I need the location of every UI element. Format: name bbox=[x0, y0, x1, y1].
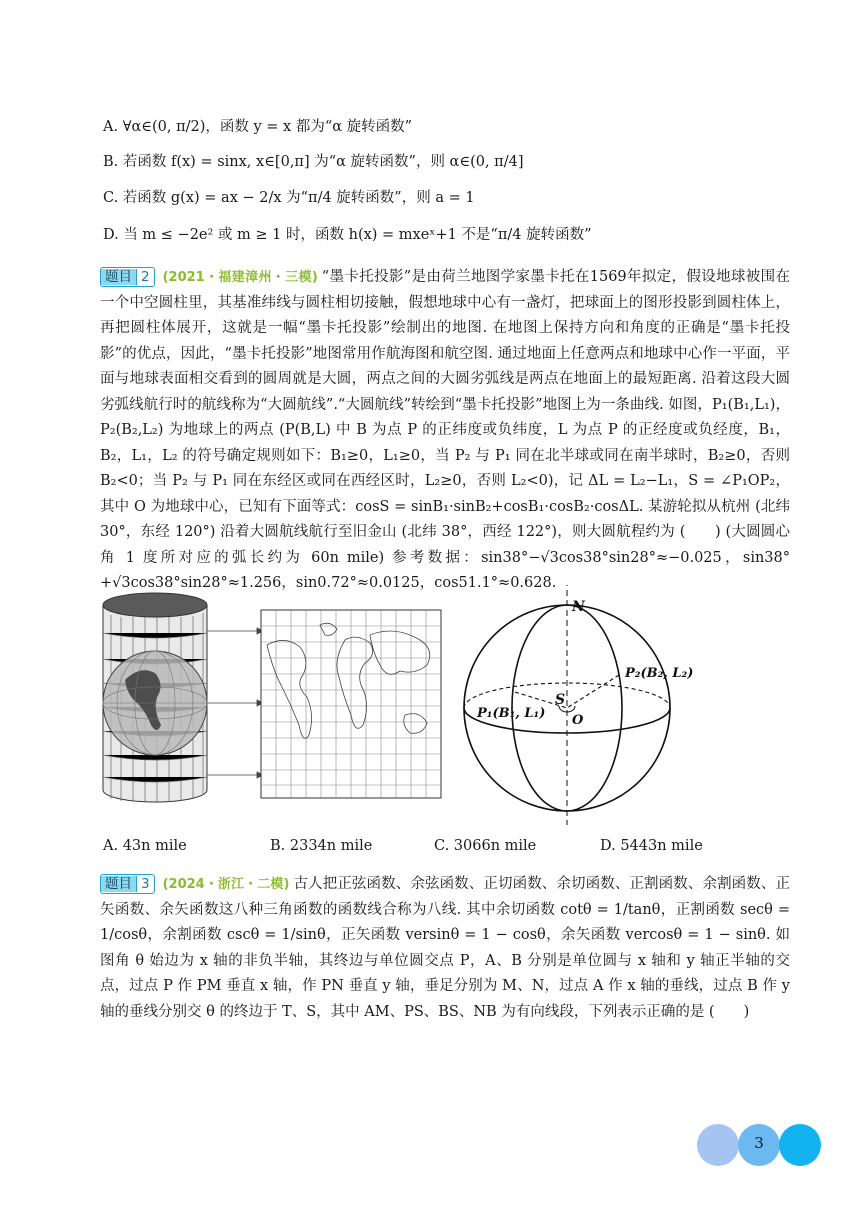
q1-option-d: D. 当 m ≤ −2e² 或 m ≥ 1 时，函数 h(x) = mxeˣ+1 不是“π/4 旋转函数” bbox=[103, 227, 592, 243]
badge-circle-right bbox=[779, 1124, 821, 1166]
label-s: S bbox=[555, 692, 566, 708]
q1-option-c: C. 若函数 g(x) = ax − 2/x 为“π/4 旋转函数”，则 a = 1 bbox=[103, 190, 475, 206]
label-p2: P₂(B₂, L₂) bbox=[625, 666, 694, 681]
mercator-figure bbox=[95, 585, 815, 830]
question-2 bbox=[100, 265, 790, 597]
q1-option-b: B. 若函数 f(x) = sinx, x∈[0,π] 为“α 旋转函数”，则 α∈(0, π/4] bbox=[103, 154, 524, 170]
question-source: (2021・福建漳州・三模) bbox=[162, 270, 318, 285]
q2-option-d: D. 5443n mile bbox=[600, 838, 703, 854]
question-text: “墨卡托投影”是由荷兰地图学家墨卡托在1569年拟定，假设地球被围在一个中空圆柱里，其基准纬线与圆柱相切接触，假想地球中心有一盏灯，把球面上的图形投影到圆柱体上，再把圆柱体展开，这就是一幅“墨卡托投影”绘制出的地图. 在地图上保持方向和角度的正确是“墨卡托投影”的优点，因此，“墨卡托投影”地图常用作航海图和航空图. 通过地面上任意两点和地球中心作一平面，平面与地球表面相交看到的圆周就是大圆，两点之间的大圆劣弧线是两点在地面上的最短距离. 沿着这段大圆劣弧线航行时的航线称为“大圆航线”.“大圆航线”转绘到“墨卡托投影”地图上为一条曲线. 如图，P₁(B₁,L₁)，P₂(B₂,L₂) 为地球上的两点 (P(B,L) 中 B 为点 P 的正纬度或负纬度，L 为点 P 的正经度或负经度，B₁，B₂，L₁，L₂ 的符号确定规则如下：B₁≥0，L₁≥0，当 P₂ 与 P₁ 同在北半球或同在南半球时，B₂≥0，否则 B₂<0；当 P₂ 与 P₁ 同在东经区或同在西经区时，L₂≥0，否则 L₂<0)，记 ΔL = L₂−L₁，S = ∠P₁OP₂，其中 O 为地球中心，已知有下面等式：cosS = sinB₁·sinB₂+cosB₁·cosB₂·cosΔL. 某游轮拟从杭州 (北纬 30°，东经 120°) 沿着大圆航线航行至旧金山 (北纬 38°，西经 122°)，则大圆航程约为 ( ) (大圆圆心角 1 度所对应的弧长约为 60n mile) 参考数据：sin38°−√3cos38°sin28°≈−0.025，sin38°+√3cos38°sin28°≈1.256，sin0.72°≈0.0125，cos51.1°≈0.628. bbox=[100, 269, 790, 591]
question-source: (2024・浙江・二模) bbox=[162, 877, 290, 892]
q2-option-a: A. 43n mile bbox=[103, 838, 187, 854]
badge-circle-left bbox=[697, 1124, 739, 1166]
question-text: 古人把正弦函数、余弦函数、正切函数、余切函数、正割函数、余割函数、正矢函数、余矢函数这八种三角函数的函数线合称为八线. 其中余切函数 cotθ = 1/tanθ，正割函数 secθ = 1/cosθ，余割函数 cscθ = 1/sinθ，正矢函数 versinθ = 1 − cosθ，余矢函数 vercosθ = 1 − sinθ. 如图角 θ 始边为 x 轴的非负半轴，其终边与单位圆交点 P，A、B 分别是单位圆与 x 轴和 y 轴正半轴的交点，过点 P 作 PM 垂直 x 轴，作 PN 垂直 y 轴，垂足分别为 M、N，过点 A 作 x 轴的垂线，过点 B 作 y 轴的垂线分别交 θ 的终边于 T、S，其中 AM、PS、BS、NB 为有向线段，下列表示正确的是 ( ) bbox=[100, 876, 790, 1020]
great-circle-sphere bbox=[464, 585, 670, 825]
label-n: N bbox=[572, 599, 585, 615]
page-number: 3 bbox=[754, 1134, 764, 1152]
label-o: O bbox=[572, 713, 584, 728]
cylinder-globe-illustration bbox=[103, 593, 207, 802]
question-tag: 题目 2 bbox=[100, 267, 155, 287]
q2-option-b: B. 2334n mile bbox=[270, 838, 373, 854]
q2-options bbox=[0, 838, 868, 860]
q1-option-a: A. ∀α∈(0, π/2)，函数 y = x 都为“α 旋转函数” bbox=[103, 119, 413, 135]
mercator-map bbox=[261, 610, 441, 798]
label-p1: P₁(B₁, L₁) bbox=[477, 706, 546, 721]
projection-arrows bbox=[207, 628, 263, 778]
q2-option-c: C. 3066n mile bbox=[434, 838, 537, 854]
question-3 bbox=[100, 872, 790, 1025]
question-tag: 题目 3 bbox=[100, 874, 155, 894]
